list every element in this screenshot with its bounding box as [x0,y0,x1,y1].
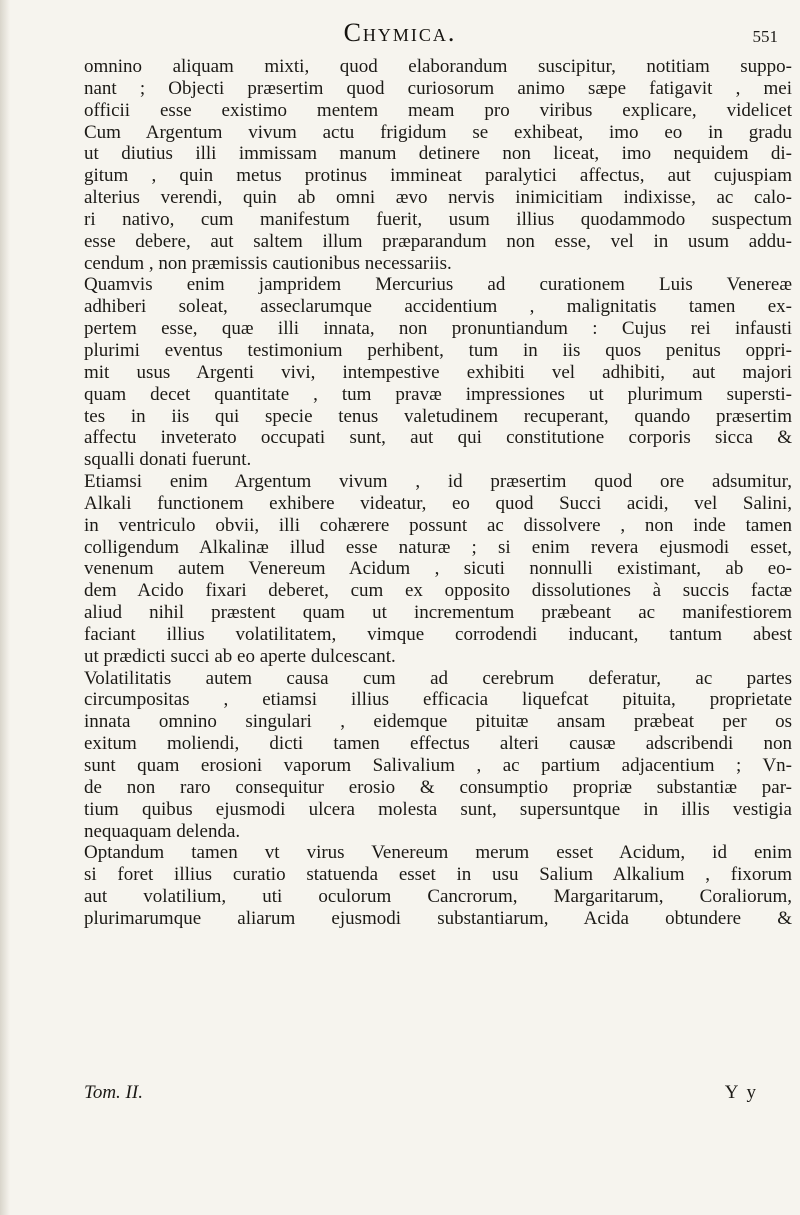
text-line: squalli donati fuerunt. [84,449,252,471]
text-line: nequaquam delenda. [84,820,241,842]
text-line: sunt quam erosioni vaporum Salivalium , ac partium adjacentium ; Vn- [84,755,792,776]
page-footer [84,1082,792,1106]
text-line: Etiamsi enim Argentum vivum , id præsertim quod ore adsumitur, [84,471,792,493]
text-line: cendum , non præmissis cautionibus necessariis. [84,252,452,274]
text-line: esse debere, aut saltem illum præparandum non esse, vel in usum addu- [84,230,792,252]
text-line: faciant illius volatilitatem, vimque corrodendi inducant, tantum abest [84,623,792,645]
text-line: gitum , quin metus protinus immineat paralytici affectus, aut cujuspiam [84,165,792,187]
text-line: alterius verendi, quin ab omni ævo nervis inimicitiam indixisse, ac calo- [84,187,792,209]
text-line: dem Acido fixari deberet, cum ex opposito dissolutiones à succis factæ [84,580,792,602]
text-line: affectu inveterato occupati sunt, aut qui constitutione corporis sicca & [84,427,792,449]
text-line: aut volatilium, uti oculorum Cancrorum, Margaritarum, Coraliorum, [84,886,792,908]
text-body [84,56,792,930]
text-line: tium quibus ejusmodi ulcera molesta sunt, supersuntque in illis vestigia [84,798,792,820]
page-number: 551 [752,27,778,46]
text-line: exitum moliendi, dicti tamen effectus alteri causæ adscribendi non [84,733,792,755]
text-line: ri nativo, cum manifestum fuerit, usum illius quodammodo suspectum [84,208,792,230]
text-line: colligendum Alkalinæ illud esse naturæ ; si enim revera ejusmodi esset, [84,536,792,558]
text-line: Cum Argentum vivum actu frigidum se exhibeat, imo eo in gradu [84,121,792,143]
text-line: officii esse existimo mentem meam pro viribus explicare, videlicet [84,99,792,121]
text-line: venenum autem Venereum Acidum , sicuti nonnulli existimant, ab eo- [84,558,792,580]
text-line: in ventriculo obvii, illi cohærere possunt ac dissolvere , non inde tamen [84,514,792,536]
text-line: de non raro consequitur erosio & consumptio propriæ substantiæ par- [84,776,792,798]
text-line: si foret illius curatio statuenda esset in usu Salium Alkalium , fixorum [84,864,792,886]
text-line: pertem esse, quæ illi innata, non pronuntiandum : Cujus rei infausti [84,318,792,340]
text-line: plurimi eventus testimonium perhibent, tum in iis quos penitus oppri- [84,339,792,361]
text-line: omnino aliquam mixti, quod elaborandum suscipitur, notitiam suppo- [84,56,792,77]
text-line: ut diutius illi immissam manum detinere non liceat, imo nequidem di- [84,143,792,165]
text-line: Optandum tamen vt virus Venereum merum esset Acidum, id enim [84,842,792,864]
text-line: adhiberi soleat, asseclarumque accidentium , malignitatis tamen ex- [84,296,792,318]
text-line: circumpositas , etiamsi illius efficacia liquefcat pituita, proprietate [84,689,792,711]
text-line: plurimarumque aliarum ejusmodi substantiarum, Acida obtundere & [84,907,792,929]
text-line: Volatilitatis autem causa cum ad cerebrum deferatur, ac partes [84,667,792,689]
text-line: nant ; Objecti præsertim quod curiosorum animo sæpe fatigavit , mei [84,77,792,99]
page-header [0,18,800,58]
running-title: Chymica. [343,18,457,47]
text-line: innata omnino singulari , eidemque pituitæ ansam præbeat per os [84,711,792,733]
signature-mark: Y y [724,1082,758,1103]
text-line: tes in iis qui specie tenus valetudinem recuperant, quando præsertim [84,405,792,427]
text-line: ut prædicti succi ab eo aperte dulcescant. [84,645,396,667]
page-edge-shadow [0,0,10,1215]
volume-mark: Tom. II. [84,1082,143,1103]
text-line: mit usus Argenti vivi, intempestive exhibiti vel adhibiti, aut majori [84,361,792,383]
text-line: aliud nihil præstent quam ut incrementum præbeant ac manifestiorem [84,602,792,624]
text-line: Alkali functionem exhibere videatur, eo quod Succi acidi, vel Salini, [84,492,792,514]
text-line: Quamvis enim jampridem Mercurius ad curationem Luis Venereæ [84,274,792,296]
text-line: quam decet quantitate , tum pravæ impressiones ut plurimum supersti- [84,383,792,405]
